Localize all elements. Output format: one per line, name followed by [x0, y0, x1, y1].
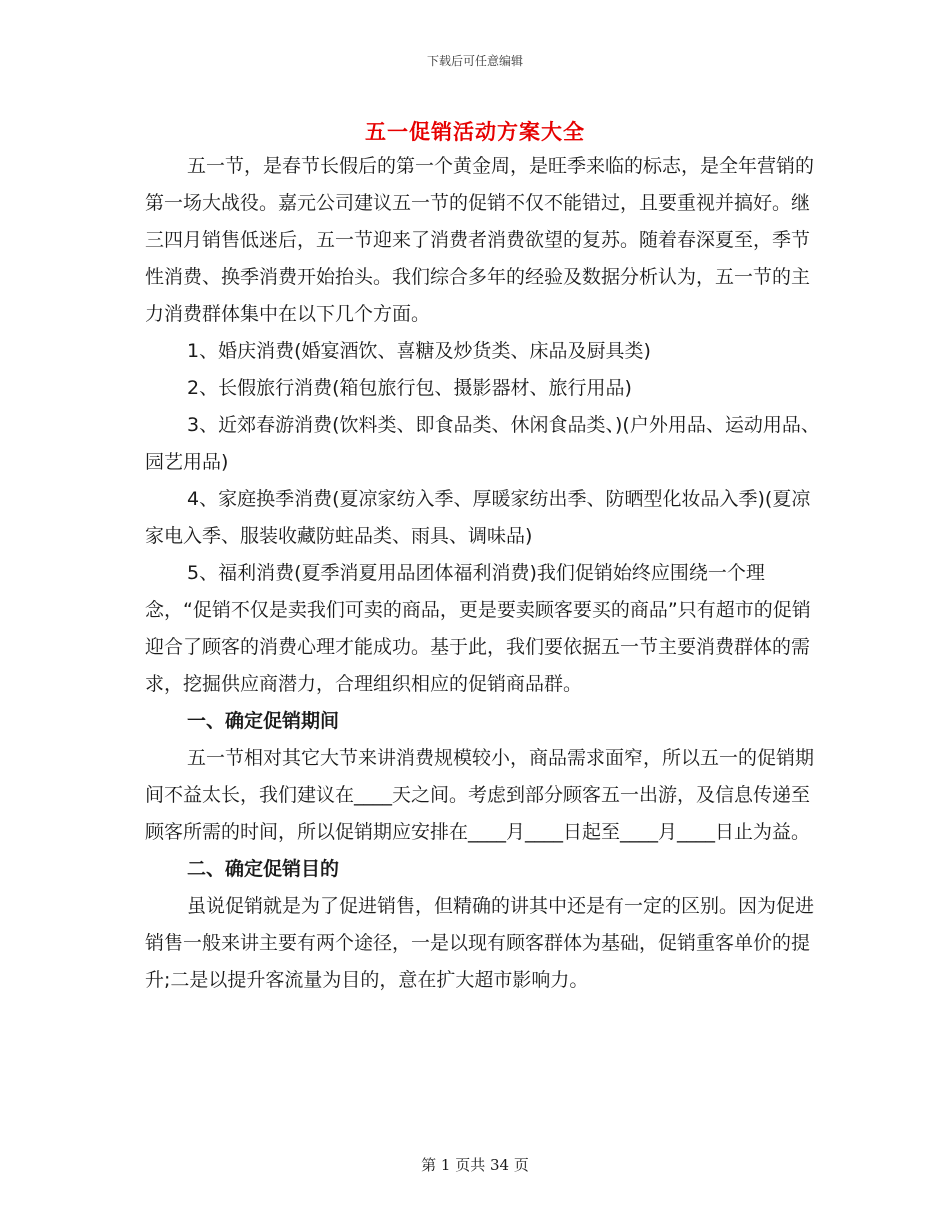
page-footer: 第 1 页共 34 页: [421, 1156, 529, 1174]
list-item-5: 5、福利消费(夏季消夏用品团体福利消费)我们促销始终应围绕一个理念，“促销不仅是卖我们可卖的商品，更是要卖顾客要买的商品”只有超市的促销迎合了顾客的消费心理才能成功。基于此，我们要依据五一节主要消费群体的需求，挖掘供应商潜力，合理组织相应的促销商品群。: [145, 562, 811, 695]
list-item-4: 4、家庭换季消费(夏凉家纺入季、厚暖家纺出季、防晒型化妆品入季)(夏凉家电入季、服装收藏防蛀品类、雨具、调味品): [145, 488, 811, 547]
list-item-2: 2、长假旅行消费(箱包旅行包、摄影器材、旅行用品): [187, 377, 632, 399]
section-heading-2: 二、确定促销目的: [187, 858, 340, 880]
page-header: 下载后可任意编辑: [426, 54, 523, 68]
list-item-3: 3、近郊春游消费(饮料类、即食品类、休闲食品类、)(户外用品、运动用品、园艺用品): [145, 414, 820, 473]
section-heading-1: 一、确定促销期间: [187, 710, 340, 732]
document-title: 五一促销活动方案大全: [365, 120, 585, 144]
document-body: [145, 148, 825, 999]
section-2-paragraph: 虽说促销就是为了促进销售，但精确的讲其中还是有一定的区别。因为促进销售一般来讲主要有两个途径，一是以现有顾客群体为基础，促销重客单价的提升;二是以提升客流量为目的，意在扩大超市影响力。: [145, 895, 815, 991]
section-1-paragraph: 五一节相对其它大节来讲消费规模较小，商品需求面窄，所以五一的促销期间不益太长，我们建议在____天之间。考虑到部分顾客五一出游，及信息传递至顾客所需的时间，所以促销期应安排在____月____日起至____月____日止为益。: [145, 747, 815, 843]
intro-paragraph: 五一节，是春节长假后的第一个黄金周，是旺季来临的标志，是全年营销的第一场大战役。嘉元公司建议五一节的促销不仅不能错过，且要重视并搞好。继三四月销售低迷后，五一节迎来了消费者消费欲望的复苏。随着春深夏至，季节性消费、换季消费开始抬头。我们综合多年的经验及数据分析认为，五一节的主力消费群体集中在以下几个方面。: [145, 155, 815, 325]
list-item-1: 1、婚庆消费(婚宴酒饮、喜糖及炒货类、床品及厨具类): [187, 340, 651, 362]
